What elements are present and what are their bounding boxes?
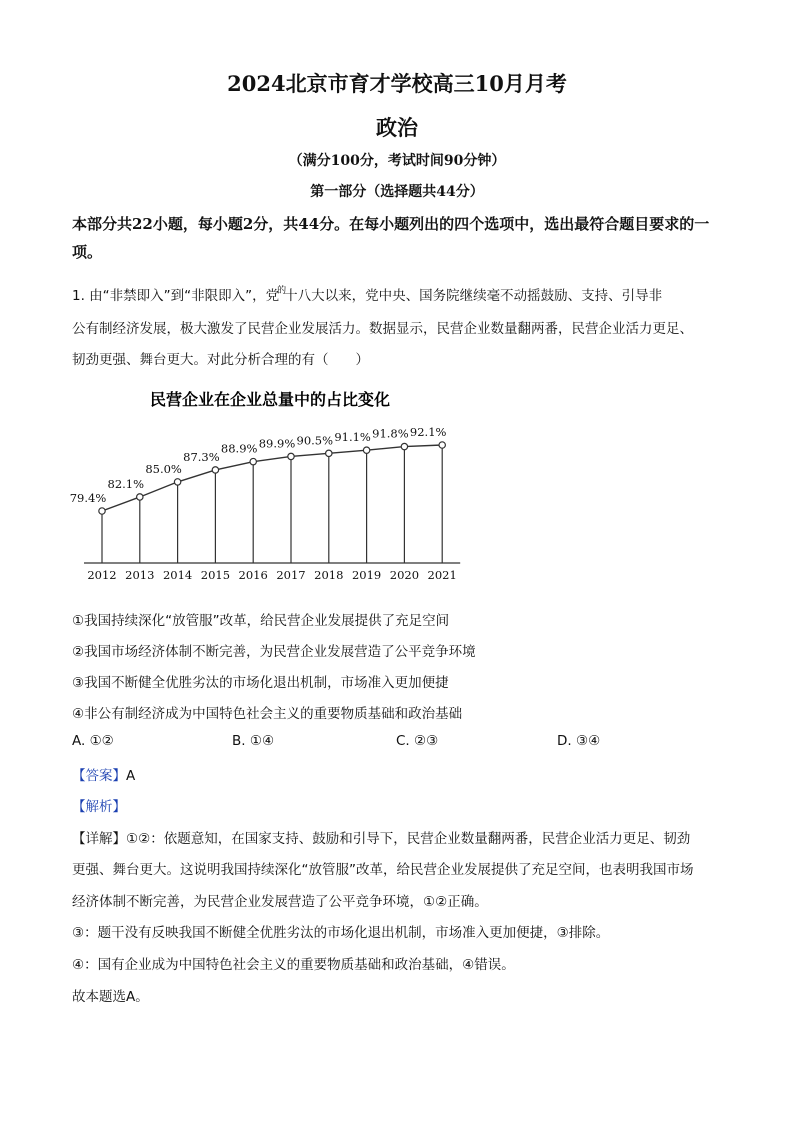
tick-label-2017: 2017: [276, 568, 306, 582]
analysis-tag: 【解析】: [72, 799, 126, 815]
question-stem-line-3: 韧劲更强、舞台更大。对此分析合理的有（ ）: [72, 352, 369, 368]
data-label-2013: 82.1%: [107, 476, 145, 491]
data-point-2014: [174, 479, 180, 485]
data-label-2014: 85.0%: [145, 461, 182, 476]
share-chart: [69, 380, 480, 590]
data-point-2018: [326, 450, 332, 456]
data-label-2016: 88.9%: [220, 441, 258, 456]
answer-tag: 【答案】: [72, 768, 126, 784]
tick-label-2015: 2015: [200, 568, 231, 582]
data-point-2019: [363, 447, 369, 453]
data-point-2021: [439, 442, 445, 448]
detail-line-4: ③：题干没有反映我国不断健全优胜劣汰的市场化退出机制，市场准入更加便捷，③排除。: [72, 925, 610, 941]
statement-4: ④非公有制经济成为中国特色社会主义的重要物质基础和政治基础: [72, 706, 463, 722]
exam-title: 2024北京市育才学校高三10月月考: [227, 71, 567, 96]
instructions: 本部分共22小题，每小题2分，共44分。在每小题列出的四个选项中，选出最符合题目要求的一项。: [72, 215, 710, 261]
handwritten-insertion: 的: [277, 286, 287, 296]
data-point-2012: [99, 508, 105, 514]
tick-label-2013: 2013: [125, 568, 155, 582]
tick-label-2020: 2020: [389, 568, 420, 582]
tick-label-2018: 2018: [314, 568, 344, 582]
data-label-2018: 90.5%: [296, 433, 334, 448]
option-a: A. ①②: [72, 733, 114, 749]
conclusion: 故本题选A。: [72, 989, 149, 1005]
detail-line-2: 更强、舞台更大。这说明我国持续深化“放管服”改革，给民营企业发展提供了充足空间，也表明我国市场: [72, 862, 694, 878]
data-point-2017: [288, 453, 294, 459]
data-point-2013: [137, 494, 143, 500]
part-heading: 第一部分（选择题共44分）: [310, 184, 484, 200]
question-stem-line-1: [72, 284, 662, 304]
detail-line-5: ④：国有企业成为中国特色社会主义的重要物质基础和政治基础，④错误。: [72, 957, 515, 973]
question-stem-line-2: 公有制经济发展，极大激发了民营企业发展活力。数据显示，民营企业数量翻两番，民营企业活力更足、: [72, 321, 693, 337]
tick-label-2016: 2016: [238, 568, 268, 582]
subject-title: 政治: [376, 115, 418, 140]
tick-label-2019: 2019: [351, 568, 382, 582]
series-line: [102, 445, 442, 511]
tick-label-2014: 2014: [162, 568, 193, 582]
answer-value: A: [126, 768, 136, 784]
option-b: B. ①④: [232, 733, 275, 749]
statement-3: ③我国不断健全优胜劣汰的市场化退出机制，市场准入更加便捷: [72, 675, 449, 691]
data-label-2020: 91.8%: [372, 426, 409, 441]
data-label-2017: 89.9%: [258, 436, 296, 451]
data-point-2015: [212, 467, 218, 473]
tick-label-2021: 2021: [427, 568, 457, 582]
detail-line-1: 【详解】①②：依题意知，在国家支持、鼓励和引导下，民营企业数量翻两番，民营企业活力更足、韧劲: [72, 831, 691, 847]
question-text-b: 十八大以来，党中央、国务院继续毫不动摇鼓励、支持、引导非: [284, 288, 663, 304]
question-text-a: 1. 由“非禁即入”到“非限即入”，党: [72, 288, 280, 304]
detail-line-3: 经济体制不断完善，为民营企业发展营造了公平竞争环境，①②正确。: [72, 894, 488, 910]
data-label-2012: 79.4%: [69, 491, 107, 505]
statement-1: ①我国持续深化“放管服”改革，给民营企业发展提供了充足空间: [72, 613, 450, 629]
data-label-2021: 92.1%: [409, 425, 447, 439]
data-label-2015: 87.3%: [183, 449, 220, 464]
statement-2: ②我国市场经济体制不断完善，为民营企业发展营造了公平竞争环境: [72, 644, 476, 660]
data-label-2019: 91.1%: [334, 430, 371, 445]
option-c: C. ②③: [396, 733, 439, 749]
option-d: D. ③④: [557, 733, 601, 749]
data-point-2020: [401, 443, 407, 449]
answer-line: [72, 764, 135, 784]
exam-meta: （满分100分，考试时间90分钟）: [288, 153, 506, 169]
chart-title: 民营企业在企业总量中的占比变化: [149, 390, 391, 409]
data-point-2016: [250, 458, 256, 464]
tick-label-2012: 2012: [87, 568, 117, 582]
